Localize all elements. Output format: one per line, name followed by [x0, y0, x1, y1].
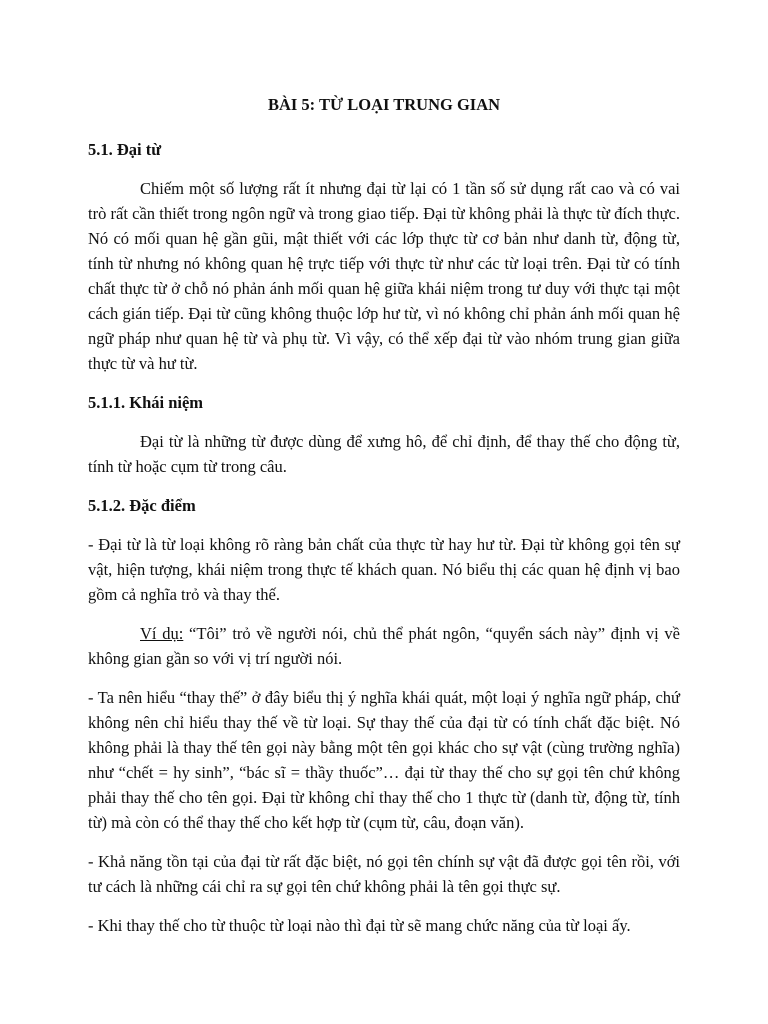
- section-heading-5-1-2: 5.1.2. Đặc điểm: [88, 496, 196, 515]
- paragraph-point-3: - Khả năng tồn tại của đại từ rất đặc biệt, nó gọi tên chính sự vật đã được gọi tên rồi, với tư cách là những cái chỉ ra sự gọi tên chứ không phải là tên gọi thực sự.: [88, 852, 680, 896]
- paragraph-point-2: - Ta nên hiểu “thay thế” ở đây biểu thị ý nghĩa khái quát, một loại ý nghĩa ngữ pháp, chứ không nên chỉ hiểu thay thế về từ loại. Sự thay thế của đại từ có tính chất đặc biệt. Nó không phải là thay thế tên gọi này bằng một tên gọi khác cho sự vật (cùng trường nghĩa) như “chết = hy sinh”, “bác sĩ = thầy thuốc”… đại từ thay thế cho sự gọi tên chứ không phải thay thế cho tên gọi. Đại từ không chỉ thay thế cho 1 thực từ (danh từ, động từ, tính từ) mà còn có thể thay thế cho kết hợp từ (cụm từ, câu, đoạn văn).: [88, 688, 680, 832]
- paragraph-point-1: - Đại từ là từ loại không rõ ràng bản chất của thực từ hay hư từ. Đại từ không gọi tên sự vật, hiện tượng, khái niệm trong thực tế khách quan. Nó biểu thị các quan hệ định vị bao gồm cả nghĩa trỏ và thay thế.: [88, 535, 680, 604]
- example-text: “Tôi” trỏ về người nói, chủ thể phát ngôn, “quyển sách này” định vị về không gian gần so với vị trí người nói.: [88, 624, 680, 668]
- section-heading-5-1-1: 5.1.1. Khái niệm: [88, 393, 204, 412]
- paragraph-example: [88, 621, 680, 671]
- section-heading-5-1: 5.1. Đại từ: [88, 140, 162, 159]
- paragraph-5-1: Chiếm một số lượng rất ít nhưng đại từ lại có 1 tần số sử dụng rất cao và có vai trò rất cần thiết trong ngôn ngữ và trong giao tiếp. Đại từ không phải là thực từ đích thực. Nó có mối quan hệ gần gũi, mật thiết với các lớp thực từ cơ bản như danh từ, động từ, tính từ nhưng nó không quan hệ trực tiếp với thực từ như các từ loại trên. Đại từ có tính chất thực từ ở chỗ nó phản ánh mối quan hệ giữa khái niệm trong tư duy với thực tại một cách gián tiếp. Đại từ cũng không thuộc lớp hư từ, vì nó không chỉ phản ánh mối quan hệ ngữ pháp như quan hệ từ và phụ từ. Vì vậy, có thể xếp đại từ vào nhóm trung gian giữa thực từ và hư từ.: [88, 179, 680, 373]
- document-title: BÀI 5: TỪ LOẠI TRUNG GIAN: [267, 95, 501, 114]
- example-label: Ví dụ:: [140, 624, 184, 643]
- paragraph-point-4: - Khi thay thế cho từ thuộc từ loại nào thì đại từ sẽ mang chức năng của từ loại ấy.: [88, 916, 631, 935]
- paragraph-5-1-1: Đại từ là những từ được dùng để xưng hô, để chỉ định, để thay thế cho động từ, tính từ hoặc cụm từ trong câu.: [88, 432, 680, 476]
